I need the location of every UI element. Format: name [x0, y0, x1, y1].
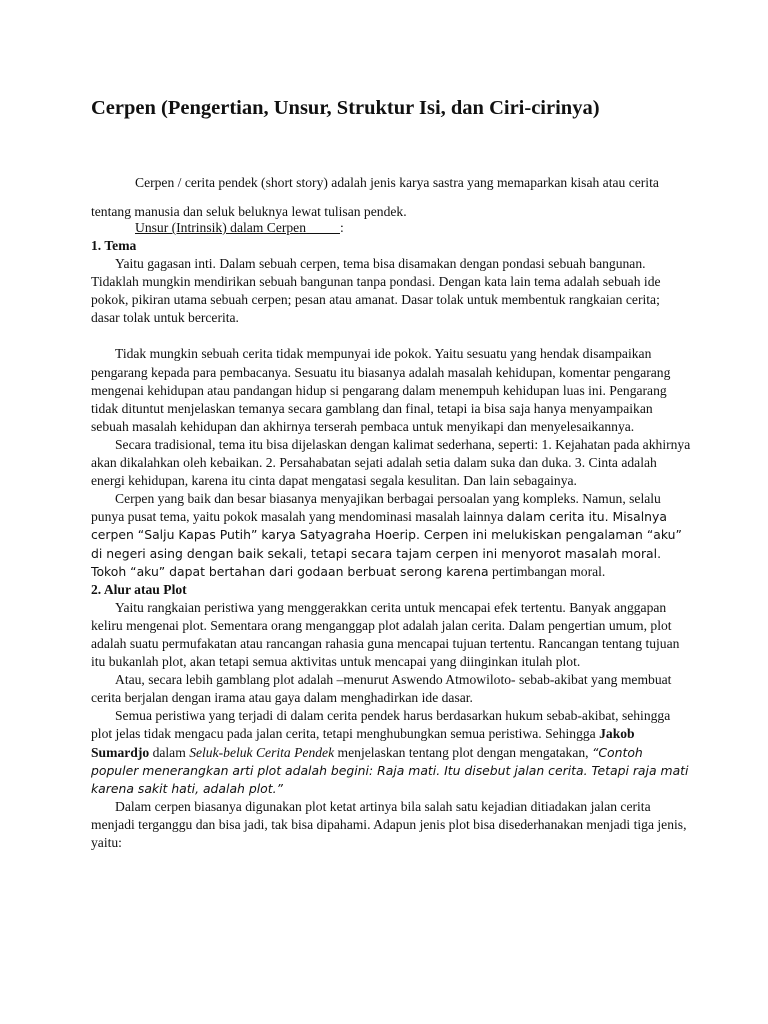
alur-p3-book: Seluk-beluk Cerita Pendek	[189, 744, 335, 760]
alur-paragraph-3	[91, 707, 691, 797]
tema-paragraph-1: Yaitu gagasan inti. Dalam sebuah cerpen, tema bisa disamakan dengan pondasi sebuah bangunan. Tidaklah mungkin mendirikan sebuah bangunan tanpa pondasi. Dengan kata lain tema adalah sebuah ide pokok, pikiran utama sebuah cerpen; pesan atau amanat. Dasar tolak untuk membentuk rangkaian cerita; dasar tolak untuk bercerita.	[91, 256, 661, 326]
tema-paragraph-3: Secara tradisional, tema itu bisa dijelaskan dengan kalimat sederhana, seperti: 1. Kejahatan pada akhirnya akan dikalahkan oleh kebaikan. 2. Persahabatan sejati adalah setia dalam suka dan duka. 3. Cinta adalah energi kehidupan, karena itu cinta dapat mengatasi segala kesulitan. Dan lain sebagainya.	[91, 436, 691, 489]
unsur-colon: :	[340, 220, 344, 235]
unsur-line	[135, 220, 344, 236]
alur-paragraph-1: Yaitu rangkaian peristiwa yang menggerakkan cerita untuk mencapai efek tertentu. Banyak anggapan keliru mengenai plot. Sementara orang menganggap plot adalah jalan cerita. Dalam pengertian umum, plot adalah suatu permufakatan atau rancangan rahasia guna mencapai tujuan tertentu. Rancangan tentang tujuan itu bukanlah plot, akan tetapi semua aktivitas untuk mencapai yang diinginkan itulah plot.	[91, 599, 680, 670]
heading-tema: 1. Tema	[91, 238, 137, 253]
heading-alur: 2. Alur atau Plot	[91, 581, 187, 597]
unsur-label	[135, 220, 340, 235]
tema-p4-text-c: pertimbangan moral.	[488, 563, 606, 579]
unsur-label-text: Unsur (Intrinsik) dalam Cerpen	[135, 220, 307, 235]
alur-paragraph-2: Atau, secara lebih gamblang plot adalah –menurut Aswendo Atmowiloto- sebab-akibat yang membuat cerita berjalan dengan irama atau gaya dalam menghadirkan ide dasar.	[91, 672, 672, 706]
tema-p4-text-b: dalam cerita itu. Misalnya cerpen “Salju Kapas Putih” karya Satyagraha Hoerip. Cerpen ini melukiskan pengalaman “aku” di negeri asing dengan baik sekali, tetapi secara tajam cerpen ini menyorot masalah moral. Tokoh “aku” dapat bertahan dari godaan berbuat serong karena	[91, 509, 682, 579]
alur-p3-author: Jakob Sumardjo	[91, 726, 635, 760]
document-body	[91, 237, 691, 852]
tema-paragraph-2: Tidak mungkin sebuah cerita tidak mempunyai ide pokok. Yaitu sesuatu yang hendak disampaikan pengarang kepada para pembacanya. Sesuatu itu biasanya adalah masalah kehidupan, komentar pengarang mengenai kehidupan atau pandangan hidup si pengarang dalam menempuh kehidupan luas ini. Pengarang tidak dituntut menjelaskan temanya secara gamblang dan final, tetapi ia bisa saja hanya menyampaikan sebuah masalah kehidupan dan akhirnya terserah pembaca untuk menyikapi dan menyelesaikannya.	[91, 346, 671, 434]
intro-text: Cerpen / cerita pendek (short story) adalah jenis karya sastra yang memaparkan kisah atau cerita tentang manusia dan seluk beluknya lewat tulisan pendek.	[91, 175, 659, 219]
alur-p3-quote: “Contoh populer menerangkan arti plot adalah begini: Raja mati. Itu disebut jalan cerita. Tetapi raja mati karena sakit hati, adalah plot.”	[91, 744, 689, 796]
alur-paragraph-4: Dalam cerpen biasanya digunakan plot ketat artinya bila salah satu kejadian ditiadakan jalan cerita menjadi terganggu dan bisa jadi, tak bisa dipahami. Adapun jenis plot bisa disederhanakan menjadi tiga jenis, yaitu:	[91, 798, 687, 850]
intro-paragraph	[91, 168, 691, 226]
alur-p3-text-a: Semua peristiwa yang terjadi di dalam cerita pendek harus berdasarkan hukum sebab-akibat, sehingga plot jelas tidak mengacu pada jalan cerita, tetapi menghubungkan semua peristiwa. Sehingga	[91, 708, 671, 742]
tema-p4-text-a: Cerpen yang baik dan besar biasanya menyajikan berbagai persoalan yang kompleks. Namun, selalu punya pusat tema, yaitu pokok masalah yang mendominasi masalah lainnya	[91, 491, 661, 525]
alur-p3-text-c: menjelaskan tentang plot dengan mengatakan,	[334, 744, 592, 760]
tema-paragraph-4	[91, 490, 691, 580]
document-title: Cerpen (Pengertian, Unsur, Struktur Isi, dan Ciri-cirinya)	[91, 97, 600, 119]
alur-p3-text-b: dalam	[149, 744, 190, 760]
